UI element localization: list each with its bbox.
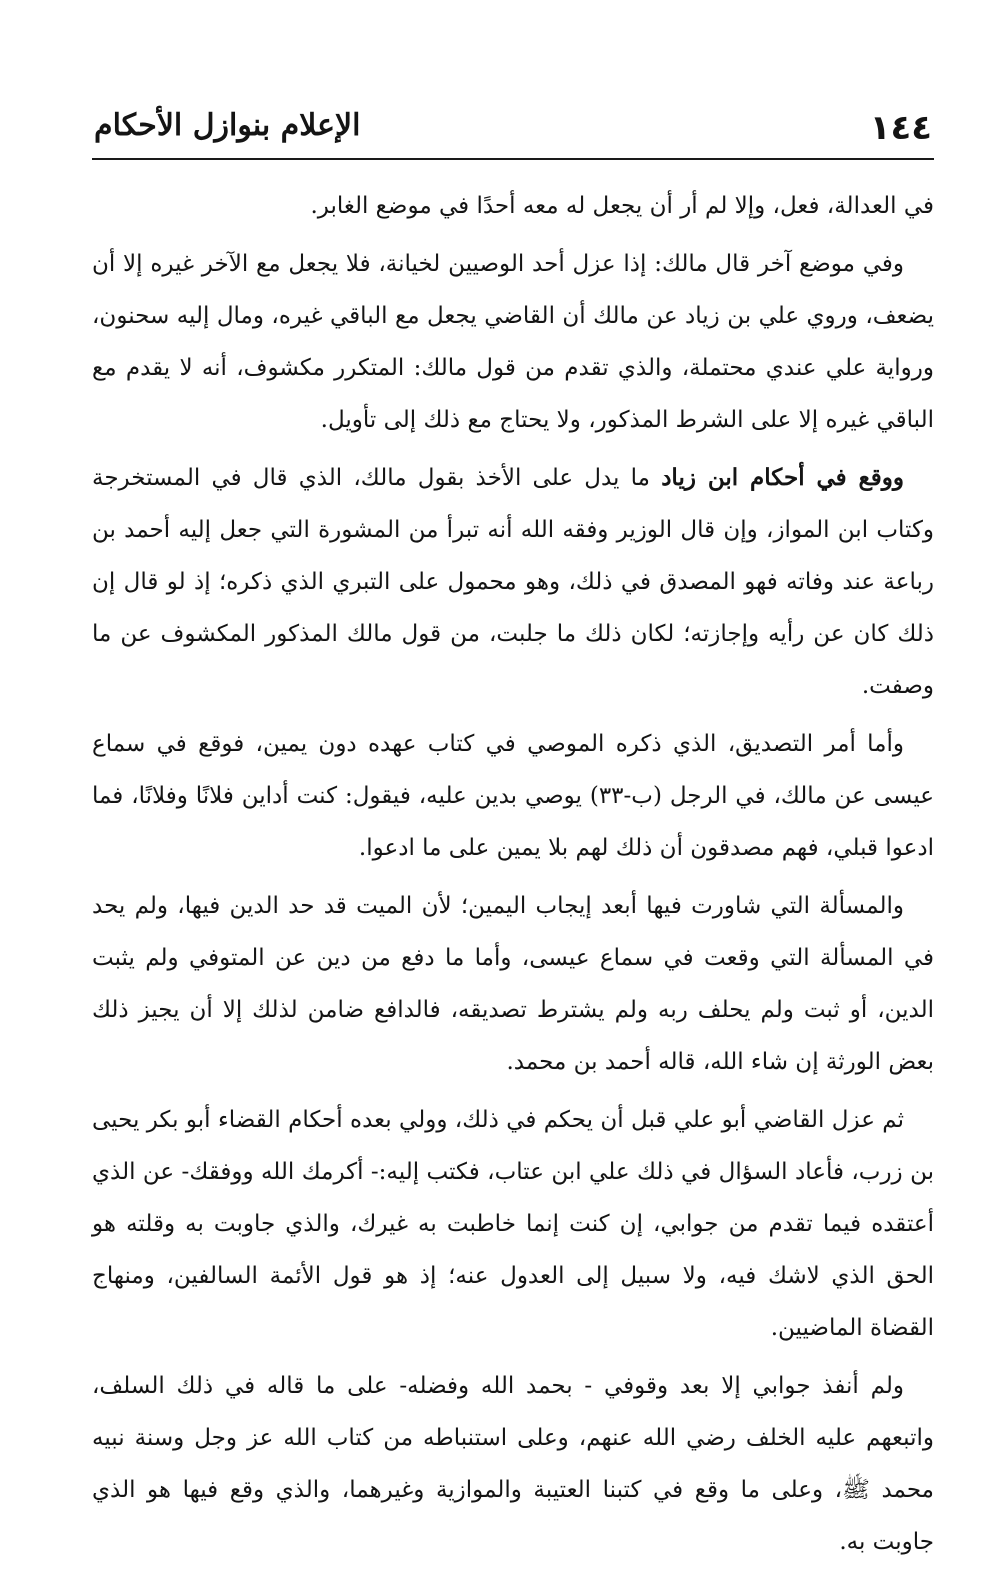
paragraph-text: ولم أنفذ جوابي إلا بعد وقوفي - بحمد الله وفضله- على ما قاله في ذلك السلف، واتبعهم عليه الخلف رضي الله عنهم، وعلى استنباطه من كتاب الله عز وجل وسنة نبيه محمد ﷺ، وعلى ما وقع في كتبنا العتيبة والموازية وغيرهما، والذي وقع فيها هو الذي جاوبت به.: [92, 1373, 934, 1555]
paragraph-lead-bold: ووقع في أحكام ابن زياد: [661, 464, 905, 491]
header-divider: [92, 158, 934, 160]
paragraph-4: [92, 718, 934, 874]
paragraph-5: [92, 880, 934, 1088]
page-number: ١٤٤: [869, 108, 932, 148]
paragraph-6: [92, 1094, 934, 1354]
paragraph-3: [92, 452, 934, 712]
paragraph-text: في العدالة، فعل، وإلا لم أر أن يجعل له معه أحدًا في موضع الغابر.: [310, 193, 934, 219]
running-title: الإعلام بنوازل الأحكام: [94, 108, 361, 143]
paragraph-7: [92, 1360, 934, 1568]
paragraph-2: [92, 238, 934, 446]
paragraph-text: ما يدل على الأخذ بقول مالك، الذي قال في المستخرجة وكتاب ابن المواز، وإن قال الوزير وفقه الله أنه تبرأ من المشورة التي جعل إليه أحمد بن رباعة عند وفاته فهو المصدق في ذلك، وهو محمول على التبري الذي ذكره؛ إذ لو قال إن ذلك كان عن رأيه وإجازته؛ لكان ذلك ما جلبت، من قول مالك المذكور المكشوف عن ما وصفت.: [92, 465, 934, 699]
page-header: [92, 100, 934, 150]
paragraph-text: وفي موضع آخر قال مالك: إذا عزل أحد الوصيين لخيانة، فلا يجعل مع الآخر غيره إلا أن يضعف، وروي علي بن زياد عن مالك أن القاضي يجعل مع الباقي غيره، ومال إليه سحنون، ورواية علي عندي محتملة، والذي تقدم من قول مالك: المتكرر مكشوف، أنه لا يقدم مع الباقي غيره إلا على الشرط المذكور، ولا يحتاج مع ذلك إلى تأويل.: [92, 251, 934, 433]
paragraph-1: [92, 180, 934, 232]
paragraph-text: ثم عزل القاضي أبو علي قبل أن يحكم في ذلك، وولي بعده أحكام القضاء أبو بكر يحيى بن زرب، فأعاد السؤال في ذلك علي ابن عتاب، فكتب إليه:- أكرمك الله ووفقك- عن الذي أعتقده فيما تقدم من جوابي، إن كنت إنما خاطبت به غيرك، والذي جاوبت به وقلته هو الحق الذي لاشك فيه، ولا سبيل إلى العدول عنه؛ إذ هو قول الأئمة السالفين، ومنهاج القضاة الماضيين.: [92, 1107, 934, 1341]
paragraph-text: والمسألة التي شاورت فيها أبعد إيجاب اليمين؛ لأن الميت قد حد الدين فيها، ولم يحد في المسألة التي وقعت في سماع عيسى، وأما ما دفع من دين عن المتوفي ولم يثبت الدين، أو ثبت ولم يحلف ربه ولم يشترط تصديقه، فالدافع ضامن لذلك إلا أن يجيز ذلك بعض الورثة إن شاء الله، قاله أحمد بن محمد.: [92, 893, 934, 1075]
paragraph-text: وأما أمر التصديق، الذي ذكره الموصي في كتاب عهده دون يمين، فوقع في سماع عيسى عن مالك، في الرجل (ب-٣٣) يوصي بدين عليه، فيقول: كنت أداين فلانًا وفلانًا، فما ادعوا قبلي، فهم مصدقون أن ذلك لهم بلا يمين على ما ادعوا.: [92, 731, 935, 861]
body-text: [92, 180, 934, 1574]
